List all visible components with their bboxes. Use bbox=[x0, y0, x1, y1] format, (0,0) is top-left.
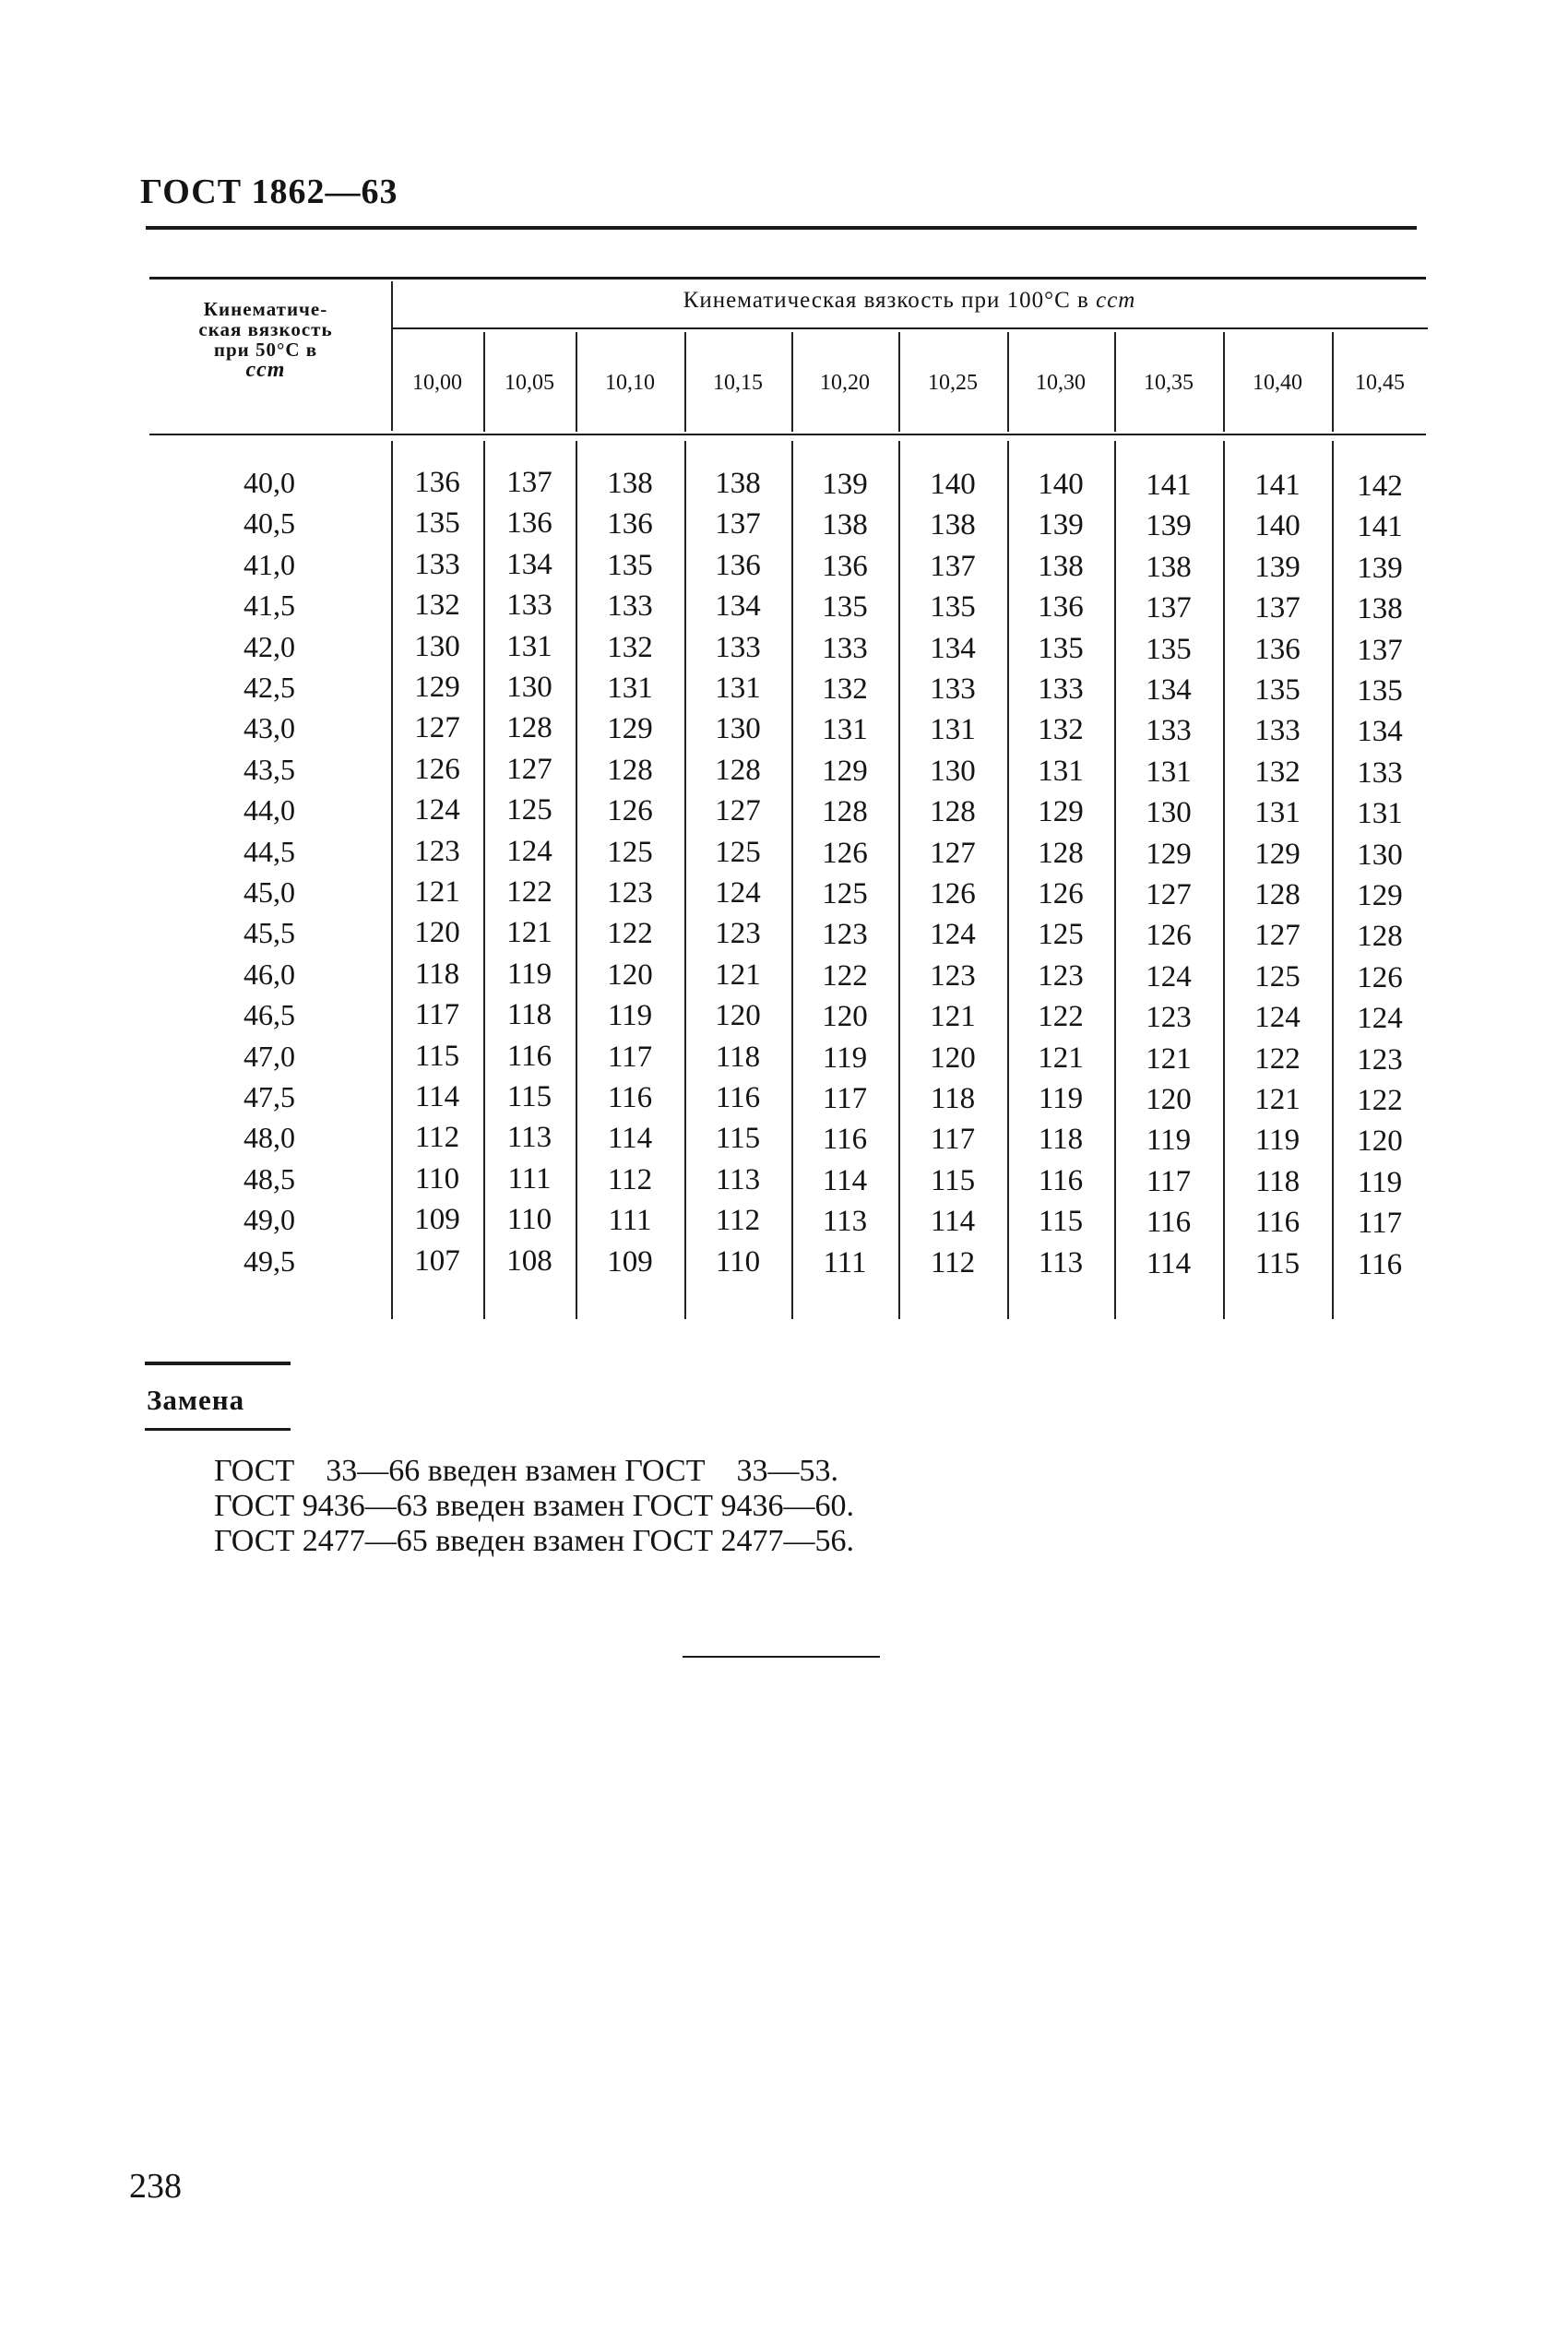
row-label: 44,0 bbox=[244, 793, 295, 827]
table-cell: 115 bbox=[1038, 1205, 1084, 1238]
table-cell: 132 bbox=[414, 589, 460, 622]
header-sub-rule bbox=[391, 327, 1428, 329]
row-label: 47,0 bbox=[244, 1040, 295, 1073]
row-label: 48,5 bbox=[244, 1162, 295, 1196]
row-label: 46,5 bbox=[244, 998, 295, 1031]
table-cell: 124 bbox=[930, 918, 976, 951]
table-cell: 132 bbox=[1254, 756, 1301, 789]
table-cell: 137 bbox=[1146, 591, 1192, 625]
table-cell: 115 bbox=[506, 1080, 552, 1113]
table-cell: 126 bbox=[1146, 919, 1192, 952]
table-cell: 135 bbox=[822, 590, 868, 624]
table-cell: 131 bbox=[1357, 797, 1403, 830]
table-cell: 138 bbox=[1038, 550, 1084, 583]
table-cell: 114 bbox=[607, 1122, 653, 1155]
table-cell: 123 bbox=[1357, 1043, 1403, 1077]
table-cell: 135 bbox=[930, 590, 976, 624]
row-label: 49,0 bbox=[244, 1203, 295, 1236]
table-cell: 127 bbox=[930, 837, 976, 870]
column-divider bbox=[1007, 332, 1009, 432]
table-cell: 128 bbox=[1254, 878, 1301, 911]
table-cell: 120 bbox=[1357, 1124, 1403, 1158]
table-cell: 138 bbox=[607, 467, 653, 500]
table-cell: 116 bbox=[506, 1040, 552, 1073]
row-label: 49,5 bbox=[244, 1244, 295, 1278]
table-cell: 123 bbox=[930, 959, 976, 993]
spanning-header bbox=[391, 288, 1428, 314]
table-cell: 134 bbox=[1146, 673, 1192, 707]
table-cell: 133 bbox=[506, 589, 552, 622]
row-label: 42,5 bbox=[244, 671, 295, 704]
table-cell: 125 bbox=[1038, 918, 1084, 951]
table-cell: 129 bbox=[1038, 795, 1084, 828]
table-cell: 120 bbox=[822, 1000, 868, 1033]
table-cell: 125 bbox=[822, 877, 868, 910]
header-bottom-rule bbox=[149, 434, 1426, 435]
table-cell: 120 bbox=[930, 1041, 976, 1075]
table-cell: 120 bbox=[607, 958, 653, 992]
spanning-header-unit: сст bbox=[1096, 288, 1136, 313]
table-cell: 127 bbox=[1146, 878, 1192, 911]
table-cell: 113 bbox=[506, 1121, 552, 1154]
column-header: 10,10 bbox=[605, 371, 655, 395]
column-header: 10,30 bbox=[1036, 371, 1086, 395]
table-cell: 124 bbox=[506, 835, 552, 868]
table-cell: 129 bbox=[607, 712, 653, 745]
column-divider bbox=[391, 281, 393, 431]
table-cell: 129 bbox=[822, 755, 868, 788]
row-label: 46,0 bbox=[244, 958, 295, 991]
table-cell: 130 bbox=[506, 671, 552, 704]
table-cell: 124 bbox=[1254, 1001, 1301, 1034]
table-cell: 125 bbox=[506, 793, 552, 827]
column-header: 10,45 bbox=[1355, 371, 1405, 395]
table-cell: 120 bbox=[414, 916, 460, 949]
column-divider bbox=[1114, 441, 1116, 1319]
table-cell: 121 bbox=[1146, 1042, 1192, 1076]
table-cell: 118 bbox=[930, 1082, 976, 1115]
table-cell: 131 bbox=[607, 672, 653, 705]
table-cell: 139 bbox=[822, 468, 868, 501]
table-cell: 133 bbox=[1254, 714, 1301, 747]
column-divider bbox=[898, 332, 900, 432]
table-cell: 117 bbox=[1146, 1165, 1192, 1198]
row-label: 42,0 bbox=[244, 630, 295, 663]
table-cell: 118 bbox=[715, 1041, 761, 1074]
table-cell: 117 bbox=[607, 1041, 653, 1074]
table-cell: 131 bbox=[930, 713, 976, 746]
table-cell: 121 bbox=[506, 916, 552, 949]
table-cell: 123 bbox=[822, 918, 868, 951]
stub-header-unit: сст bbox=[245, 358, 286, 382]
table-cell: 138 bbox=[1357, 592, 1403, 625]
table-cell: 131 bbox=[1254, 796, 1301, 829]
stub-header bbox=[155, 299, 376, 380]
table-cell: 110 bbox=[506, 1203, 552, 1236]
table-cell: 121 bbox=[930, 1000, 976, 1033]
column-divider bbox=[684, 332, 686, 432]
table-cell: 120 bbox=[715, 999, 761, 1032]
table-cell: 126 bbox=[607, 794, 653, 827]
row-label: 40,5 bbox=[244, 506, 295, 540]
row-label: 43,0 bbox=[244, 711, 295, 744]
table-cell: 115 bbox=[414, 1040, 460, 1073]
table-cell: 117 bbox=[1357, 1207, 1403, 1240]
table-cell: 135 bbox=[1146, 633, 1192, 666]
table-cell: 113 bbox=[822, 1205, 868, 1238]
table-cell: 119 bbox=[1038, 1082, 1084, 1115]
table-cell: 131 bbox=[715, 672, 761, 705]
table-cell: 108 bbox=[506, 1244, 552, 1278]
table-cell: 112 bbox=[715, 1204, 761, 1237]
table-cell: 140 bbox=[1254, 509, 1301, 542]
column-header: 10,05 bbox=[505, 371, 554, 395]
column-divider bbox=[1223, 332, 1225, 432]
section-title: Замена bbox=[147, 1384, 245, 1416]
table-cell: 119 bbox=[1146, 1124, 1192, 1157]
column-divider bbox=[1114, 332, 1116, 432]
table-cell: 124 bbox=[414, 793, 460, 827]
table-cell: 138 bbox=[822, 508, 868, 541]
table-cell: 131 bbox=[1146, 756, 1192, 789]
table-cell: 133 bbox=[930, 672, 976, 706]
column-divider bbox=[576, 332, 577, 432]
column-header: 10,20 bbox=[820, 371, 870, 395]
table-cell: 136 bbox=[822, 550, 868, 583]
table-cell: 122 bbox=[822, 959, 868, 993]
table-cell: 136 bbox=[506, 506, 552, 540]
column-divider bbox=[791, 332, 793, 432]
column-header: 10,25 bbox=[928, 371, 978, 395]
column-header: 10,00 bbox=[412, 371, 462, 395]
table-cell: 116 bbox=[1038, 1164, 1084, 1197]
page-number: 238 bbox=[129, 2167, 182, 2206]
table-cell: 137 bbox=[930, 550, 976, 583]
table-cell: 138 bbox=[1146, 551, 1192, 584]
table-cell: 128 bbox=[607, 754, 653, 787]
table-cell: 132 bbox=[1038, 713, 1084, 746]
stub-header-line-3: при 50°С в bbox=[213, 339, 318, 361]
table-cell: 123 bbox=[715, 917, 761, 950]
header-rule bbox=[146, 226, 1417, 230]
table-cell: 129 bbox=[414, 671, 460, 704]
section-rule-bottom bbox=[145, 1428, 291, 1431]
column-header: 10,40 bbox=[1253, 371, 1302, 395]
table-cell: 117 bbox=[822, 1082, 868, 1115]
table-cell: 139 bbox=[1038, 508, 1084, 541]
table-cell: 133 bbox=[414, 548, 460, 581]
table-cell: 115 bbox=[930, 1164, 976, 1197]
table-cell: 113 bbox=[1038, 1246, 1084, 1279]
table-cell: 122 bbox=[1357, 1084, 1403, 1117]
table-cell: 132 bbox=[822, 672, 868, 706]
table-cell: 124 bbox=[1357, 1002, 1403, 1035]
table-cell: 137 bbox=[715, 507, 761, 541]
table-cell: 116 bbox=[607, 1081, 653, 1114]
table-cell: 133 bbox=[715, 631, 761, 664]
table-cell: 127 bbox=[715, 794, 761, 827]
table-cell: 134 bbox=[1357, 715, 1403, 748]
column-divider bbox=[684, 441, 686, 1319]
table-cell: 115 bbox=[715, 1122, 761, 1155]
table-cell: 130 bbox=[715, 712, 761, 745]
row-label: 41,0 bbox=[244, 548, 295, 581]
table-cell: 113 bbox=[715, 1163, 761, 1196]
table-cell: 125 bbox=[607, 836, 653, 869]
table-cell: 140 bbox=[1038, 468, 1084, 501]
table-cell: 138 bbox=[715, 467, 761, 500]
table-cell: 130 bbox=[1146, 796, 1192, 829]
replacement-line: ГОСТ 2477—65 введен взамен ГОСТ 2477—56. bbox=[214, 1524, 854, 1558]
table-cell: 109 bbox=[414, 1203, 460, 1236]
table-cell: 116 bbox=[822, 1123, 868, 1156]
table-cell: 114 bbox=[414, 1080, 460, 1113]
column-divider bbox=[791, 441, 793, 1319]
column-divider bbox=[1332, 332, 1334, 432]
table-top-rule bbox=[149, 277, 1426, 280]
row-label: 40,0 bbox=[244, 466, 295, 499]
replacement-line: ГОСТ 33—66 введен взамен ГОСТ 33—53. bbox=[214, 1454, 838, 1488]
table-cell: 114 bbox=[930, 1205, 976, 1238]
table-cell: 118 bbox=[506, 998, 552, 1031]
table-cell: 133 bbox=[607, 589, 653, 623]
table-cell: 135 bbox=[1254, 673, 1301, 707]
row-label: 45,5 bbox=[244, 916, 295, 949]
table-cell: 126 bbox=[822, 837, 868, 870]
table-cell: 129 bbox=[1146, 838, 1192, 871]
table-cell: 128 bbox=[506, 711, 552, 744]
table-cell: 123 bbox=[607, 876, 653, 910]
row-label: 43,5 bbox=[244, 753, 295, 786]
column-divider bbox=[1223, 441, 1225, 1319]
table-cell: 111 bbox=[823, 1246, 867, 1279]
table-cell: 126 bbox=[414, 753, 460, 786]
table-cell: 122 bbox=[1038, 1000, 1084, 1033]
table-cell: 112 bbox=[607, 1163, 653, 1196]
table-cell: 119 bbox=[1357, 1166, 1403, 1199]
table-cell: 116 bbox=[715, 1081, 761, 1114]
table-cell: 139 bbox=[1254, 551, 1301, 584]
table-cell: 114 bbox=[1146, 1247, 1192, 1280]
table-cell: 135 bbox=[414, 506, 460, 540]
table-cell: 136 bbox=[414, 466, 460, 499]
table-cell: 125 bbox=[715, 836, 761, 869]
table-cell: 131 bbox=[506, 630, 552, 663]
table-cell: 118 bbox=[414, 958, 460, 991]
table-cell: 122 bbox=[607, 917, 653, 950]
table-cell: 137 bbox=[506, 466, 552, 499]
table-cell: 119 bbox=[1254, 1124, 1301, 1157]
table-cell: 116 bbox=[1146, 1206, 1192, 1239]
section-rule-top bbox=[145, 1362, 291, 1365]
table-cell: 109 bbox=[607, 1245, 653, 1279]
table-cell: 128 bbox=[822, 795, 868, 828]
table-cell: 117 bbox=[414, 998, 460, 1031]
table-cell: 127 bbox=[506, 753, 552, 786]
table-cell: 136 bbox=[715, 549, 761, 582]
table-cell: 128 bbox=[1038, 837, 1084, 870]
table-cell: 121 bbox=[1254, 1083, 1301, 1116]
table-cell: 111 bbox=[507, 1162, 552, 1196]
table-cell: 142 bbox=[1357, 470, 1403, 503]
table-cell: 135 bbox=[1357, 674, 1403, 708]
table-cell: 126 bbox=[1357, 961, 1403, 994]
table-cell: 141 bbox=[1254, 469, 1301, 502]
table-cell: 133 bbox=[822, 632, 868, 665]
table-cell: 139 bbox=[1146, 509, 1192, 542]
column-header: 10,15 bbox=[713, 371, 763, 395]
row-label: 41,5 bbox=[244, 589, 295, 622]
table-cell: 127 bbox=[1254, 919, 1301, 952]
table-cell: 132 bbox=[607, 631, 653, 664]
table-cell: 141 bbox=[1357, 510, 1403, 543]
table-cell: 123 bbox=[414, 835, 460, 868]
table-cell: 122 bbox=[506, 875, 552, 909]
table-cell: 124 bbox=[715, 876, 761, 910]
column-divider bbox=[898, 441, 900, 1319]
row-label: 48,0 bbox=[244, 1121, 295, 1154]
table-cell: 134 bbox=[930, 632, 976, 665]
table-cell: 112 bbox=[414, 1121, 460, 1154]
table-cell: 121 bbox=[414, 875, 460, 909]
table-cell: 130 bbox=[414, 630, 460, 663]
table-cell: 123 bbox=[1038, 959, 1084, 993]
table-cell: 138 bbox=[930, 508, 976, 541]
table-cell: 137 bbox=[1254, 591, 1301, 625]
table-cell: 116 bbox=[1357, 1248, 1403, 1281]
table-cell: 126 bbox=[1038, 877, 1084, 910]
table-cell: 127 bbox=[414, 711, 460, 744]
table-cell: 122 bbox=[1254, 1042, 1301, 1076]
table-cell: 136 bbox=[1038, 590, 1084, 624]
table-cell: 116 bbox=[1254, 1206, 1301, 1239]
table-cell: 133 bbox=[1038, 672, 1084, 706]
document-title: ГОСТ 1862—63 bbox=[140, 173, 398, 211]
table-cell: 118 bbox=[1254, 1165, 1301, 1198]
table-cell: 137 bbox=[1357, 634, 1403, 667]
table-cell: 119 bbox=[607, 999, 653, 1032]
table-cell: 121 bbox=[1038, 1041, 1084, 1075]
table-cell: 129 bbox=[1254, 838, 1301, 871]
table-cell: 119 bbox=[506, 958, 552, 991]
stub-header-line-1: Кинематиче- bbox=[203, 298, 328, 320]
table-cell: 119 bbox=[822, 1041, 868, 1075]
table-cell: 133 bbox=[1146, 714, 1192, 747]
column-divider bbox=[576, 441, 577, 1319]
table-cell: 128 bbox=[930, 795, 976, 828]
table-cell: 124 bbox=[1146, 960, 1192, 993]
table-cell: 111 bbox=[608, 1204, 652, 1237]
replacement-line: ГОСТ 9436—63 введен взамен ГОСТ 9436—60. bbox=[214, 1489, 854, 1523]
table-cell: 134 bbox=[506, 548, 552, 581]
table-cell: 110 bbox=[715, 1245, 761, 1279]
column-divider bbox=[1007, 441, 1009, 1319]
table-cell: 120 bbox=[1146, 1083, 1192, 1116]
table-cell: 141 bbox=[1146, 469, 1192, 502]
spanning-header-text: Кинематическая вязкость при 100°С в bbox=[683, 288, 1089, 313]
table-cell: 139 bbox=[1357, 552, 1403, 585]
table-cell: 133 bbox=[1357, 756, 1403, 790]
table-cell: 130 bbox=[930, 755, 976, 788]
table-cell: 125 bbox=[1254, 960, 1301, 993]
table-cell: 118 bbox=[1038, 1123, 1084, 1156]
table-cell: 135 bbox=[607, 549, 653, 582]
table-cell: 126 bbox=[930, 877, 976, 910]
table-cell: 135 bbox=[1038, 632, 1084, 665]
row-label: 44,5 bbox=[244, 835, 295, 868]
table-cell: 140 bbox=[930, 468, 976, 501]
table-cell: 136 bbox=[607, 507, 653, 541]
column-header: 10,35 bbox=[1144, 371, 1194, 395]
table-cell: 136 bbox=[1254, 633, 1301, 666]
table-cell: 128 bbox=[715, 754, 761, 787]
table-cell: 114 bbox=[822, 1164, 868, 1197]
stub-header-line-2: ская вязкость bbox=[198, 318, 333, 340]
table-cell: 131 bbox=[822, 713, 868, 746]
table-cell: 115 bbox=[1254, 1247, 1301, 1280]
table-cell: 129 bbox=[1357, 879, 1403, 912]
table-cell: 121 bbox=[715, 958, 761, 992]
closing-rule bbox=[683, 1656, 880, 1658]
table-cell: 112 bbox=[930, 1246, 976, 1279]
table-cell: 128 bbox=[1357, 920, 1403, 953]
table-cell: 123 bbox=[1146, 1001, 1192, 1034]
table-cell: 131 bbox=[1038, 755, 1084, 788]
row-label: 47,5 bbox=[244, 1080, 295, 1113]
table-cell: 134 bbox=[715, 589, 761, 623]
table-cell: 117 bbox=[930, 1123, 976, 1156]
table-cell: 110 bbox=[414, 1162, 460, 1196]
row-label: 45,0 bbox=[244, 875, 295, 909]
table-cell: 107 bbox=[414, 1244, 460, 1278]
table-cell: 130 bbox=[1357, 839, 1403, 872]
